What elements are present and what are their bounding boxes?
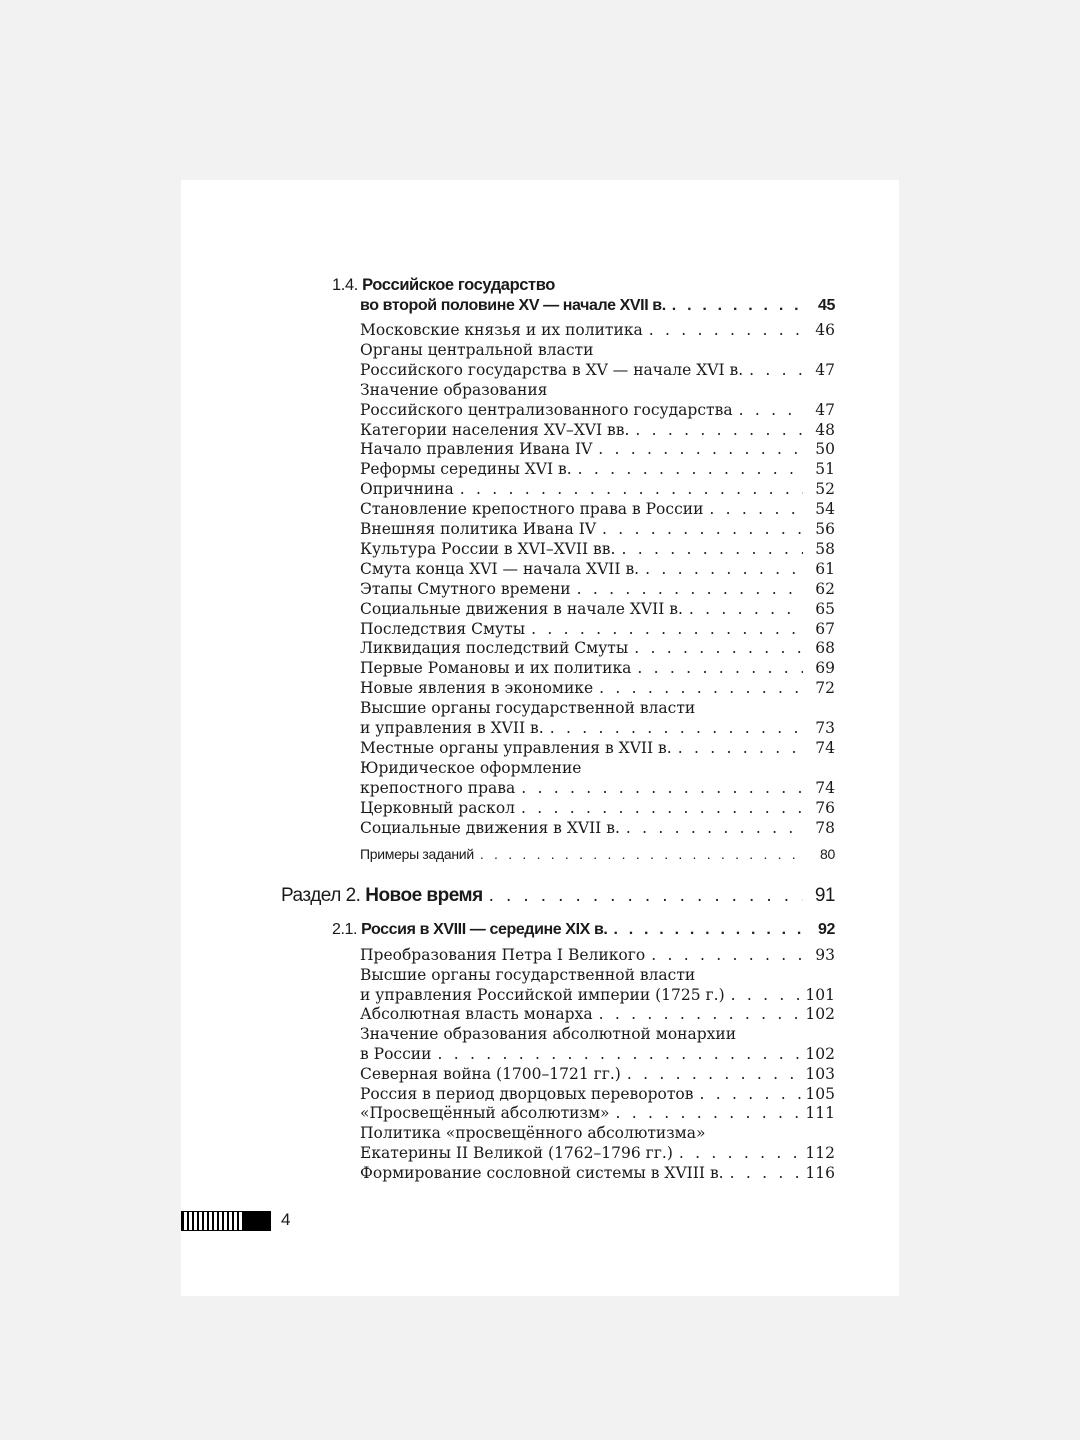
- toc-row: [360, 698, 835, 718]
- entry-title: Местные органы управления в XVII в.: [360, 738, 672, 757]
- leader-dots: [699, 1084, 801, 1104]
- page-number: 67: [815, 619, 835, 638]
- entry-title: «Просвещённый абсолютизм»: [360, 1104, 610, 1123]
- entry-title: Ликвидация последствий Смуты: [360, 639, 629, 658]
- page-number: 65: [815, 599, 835, 618]
- page-number: 80: [820, 846, 835, 862]
- entry-title: Северная война (1700–1721 гг.): [360, 1064, 621, 1083]
- page-number: 48: [815, 420, 835, 439]
- toc-row: [360, 798, 835, 818]
- page-number: 51: [815, 460, 835, 479]
- toc-row: [360, 945, 835, 965]
- toc-row: [360, 778, 835, 798]
- toc-row: [360, 965, 835, 985]
- toc-row: [360, 439, 835, 459]
- leader-dots: [689, 599, 803, 619]
- toc-row: [360, 380, 835, 400]
- entry-title: Первые Романовы и их политика: [360, 659, 632, 678]
- toc-row: [360, 758, 835, 778]
- leader-dots: [599, 678, 803, 698]
- page-number: 74: [815, 778, 835, 797]
- section-number: 2.1.: [332, 921, 358, 938]
- page-number-footer: 4: [281, 1210, 291, 1229]
- toc-row: [360, 985, 835, 1005]
- entry-title: Социальные движения в XVII в.: [360, 818, 620, 837]
- entry-title: Смута конца XVI — начала XVII в.: [360, 559, 640, 578]
- entry-title: Новые явления в экономике: [360, 679, 594, 698]
- entry-title: Этапы Смутного времени: [360, 579, 571, 598]
- page-number: 91: [814, 885, 835, 906]
- page-number: 101: [805, 985, 835, 1004]
- toc-row: [360, 718, 835, 738]
- entry-title: Реформы середины XVI в.: [360, 460, 572, 479]
- page-number: 50: [815, 440, 835, 459]
- toc-row: [360, 1123, 835, 1143]
- entry-title: и управления Российской империи (1725 г.): [360, 985, 725, 1004]
- section-title: Российское государство: [362, 276, 555, 294]
- toc-row: [360, 360, 835, 380]
- entry-title: Церковный раскол: [360, 798, 515, 817]
- leader-dots: [649, 320, 803, 340]
- page-number: 111: [805, 1104, 835, 1123]
- leader-dots: [437, 1044, 801, 1064]
- page-number: 116: [805, 1163, 835, 1182]
- entry-title: Опричнина: [360, 480, 454, 499]
- toc-row: [360, 519, 835, 539]
- page-number: 58: [815, 539, 835, 558]
- toc-row: [360, 599, 835, 619]
- entry-title: Формирование сословной системы в XVIII в.: [360, 1163, 724, 1182]
- page-number: 68: [815, 639, 835, 658]
- page-number: 102: [805, 1045, 835, 1063]
- page-number: 105: [805, 1084, 835, 1103]
- page-number: 112: [805, 1144, 835, 1162]
- leader-dots: [480, 844, 803, 864]
- entry-title: Российского государства в XV — начале XVI в.: [360, 360, 744, 379]
- toc-row: [360, 1084, 835, 1104]
- leader-dots: [621, 539, 803, 559]
- leader-dots: [521, 778, 803, 798]
- entry-title: Абсолютная власть монарха: [360, 1005, 593, 1024]
- page-number: 76: [815, 798, 835, 817]
- toc-row: [360, 559, 835, 579]
- leader-dots: [749, 360, 803, 380]
- leader-dots: [634, 638, 803, 658]
- page-number: 72: [815, 679, 835, 698]
- leader-dots: [709, 499, 803, 519]
- section-1-4-heading: [332, 276, 555, 295]
- entry-title: Значение образования абсолютной монархии: [360, 1025, 737, 1044]
- page-number: 102: [805, 1005, 835, 1024]
- toc-row: [360, 340, 835, 360]
- entry-title: Московские князья и их политика: [360, 321, 643, 339]
- leader-dots: [627, 1064, 802, 1084]
- entry-title: Культура России в XVI–XVII вв.: [360, 539, 616, 558]
- page-number: 103: [805, 1064, 835, 1083]
- entry-title: в России: [360, 1045, 432, 1063]
- leader-dots: [460, 479, 803, 499]
- leader-dots: [550, 718, 803, 738]
- toc-row-examples: [360, 844, 835, 864]
- toc-row: [360, 459, 835, 479]
- toc-row: [360, 638, 835, 658]
- entry-title: Внешняя политика Ивана IV: [360, 520, 597, 538]
- leader-dots: [578, 459, 803, 479]
- book-page: [181, 180, 899, 1296]
- page-number: 93: [815, 946, 835, 964]
- toc-row: [360, 1103, 835, 1123]
- leader-dots: [731, 985, 802, 1005]
- leader-dots: [678, 738, 803, 758]
- part-title: Новое время: [365, 885, 483, 906]
- page-number: 92: [818, 921, 835, 938]
- leader-dots: [602, 519, 803, 539]
- leader-dots: [531, 619, 803, 639]
- page-number: 73: [815, 719, 835, 737]
- entry-title: Екатерины II Великой (1762–1796 гг.): [360, 1144, 673, 1162]
- entry-title: Примеры заданий: [360, 846, 474, 862]
- leader-dots: [637, 658, 803, 678]
- page-marker-bar: [181, 1211, 271, 1231]
- part-prefix: Раздел 2.: [281, 885, 361, 906]
- leader-dots: [730, 1163, 802, 1183]
- section-title: Россия в XVIII — середине XIX в.: [361, 921, 608, 938]
- entry-title: крепостного права: [360, 778, 516, 797]
- entry-title: Российского централизованного государства: [360, 400, 733, 419]
- toc-row: [360, 296, 835, 316]
- toc-row: [360, 1064, 835, 1084]
- toc-row: [360, 1163, 835, 1183]
- leader-dots: [645, 559, 803, 579]
- entry-title: Значение образования: [360, 380, 548, 399]
- page-number: 52: [815, 480, 835, 499]
- entry-title: Преобразования Петра I Великого: [360, 946, 646, 964]
- toc-row: [360, 1143, 835, 1163]
- leader-dots: [739, 400, 803, 420]
- toc-row: [360, 738, 835, 758]
- entry-title: Становление крепостного права в России: [360, 500, 704, 519]
- toc-row: [360, 499, 835, 519]
- toc-row: [360, 1004, 835, 1024]
- toc-row: [360, 420, 835, 440]
- page-number: 54: [815, 500, 835, 519]
- toc-row: [360, 320, 835, 340]
- entry-title: Социальные движения в начале XVII в.: [360, 599, 683, 618]
- entry-title: Политика «просвещённого абсолютизма»: [360, 1124, 706, 1143]
- entry-title: Начало правления Ивана IV: [360, 440, 593, 459]
- page-number: 74: [815, 738, 835, 757]
- page-number: 46: [815, 321, 835, 339]
- leader-dots: [616, 1103, 802, 1123]
- leader-dots: [635, 420, 803, 440]
- leader-dots: [679, 1143, 802, 1163]
- page-number: 47: [815, 400, 835, 419]
- entry-title: Россия в период дворцовых переворотов: [360, 1084, 694, 1103]
- toc-row: [360, 619, 835, 639]
- entry-title: Высшие органы государственной власти: [360, 699, 696, 718]
- page-number: 56: [815, 520, 835, 538]
- toc-row: [360, 1044, 835, 1064]
- toc-row: [360, 579, 835, 599]
- section-title-line2: во второй половине XV — начале XVII в.: [360, 297, 666, 314]
- entry-title: Категории населения XV–XVI вв.: [360, 420, 630, 439]
- toc-row: [360, 479, 835, 499]
- toc-row: [360, 818, 835, 838]
- entry-title: и управления в XVII в.: [360, 719, 544, 737]
- page-number: 69: [815, 659, 835, 678]
- page-number: 61: [815, 559, 835, 578]
- page-number: 62: [815, 579, 835, 598]
- toc-row: [360, 400, 835, 420]
- entry-title: Органы центральной власти: [360, 340, 594, 359]
- leader-dots: [489, 884, 803, 908]
- leader-dots: [651, 945, 803, 965]
- page-number: 78: [815, 818, 835, 837]
- leader-dots: [613, 920, 803, 940]
- toc-row-part-2: [281, 884, 835, 908]
- entry-title: Высшие органы государственной власти: [360, 965, 696, 984]
- section-number: 1.4.: [332, 276, 358, 294]
- toc-row: [360, 539, 835, 559]
- leader-dots: [672, 296, 803, 316]
- toc-row: [360, 678, 835, 698]
- toc-row: [360, 658, 835, 678]
- entry-title: Последствия Смуты: [360, 619, 526, 638]
- leader-dots: [599, 1004, 802, 1024]
- page-number: 45: [818, 297, 835, 314]
- leader-dots: [521, 798, 803, 818]
- entry-title: Юридическое оформление: [360, 758, 582, 777]
- toc-row: [360, 1024, 835, 1044]
- leader-dots: [577, 579, 803, 599]
- toc-row-section-2-1: [332, 920, 835, 940]
- leader-dots: [626, 818, 803, 838]
- page-number: 47: [815, 360, 835, 379]
- leader-dots: [598, 439, 803, 459]
